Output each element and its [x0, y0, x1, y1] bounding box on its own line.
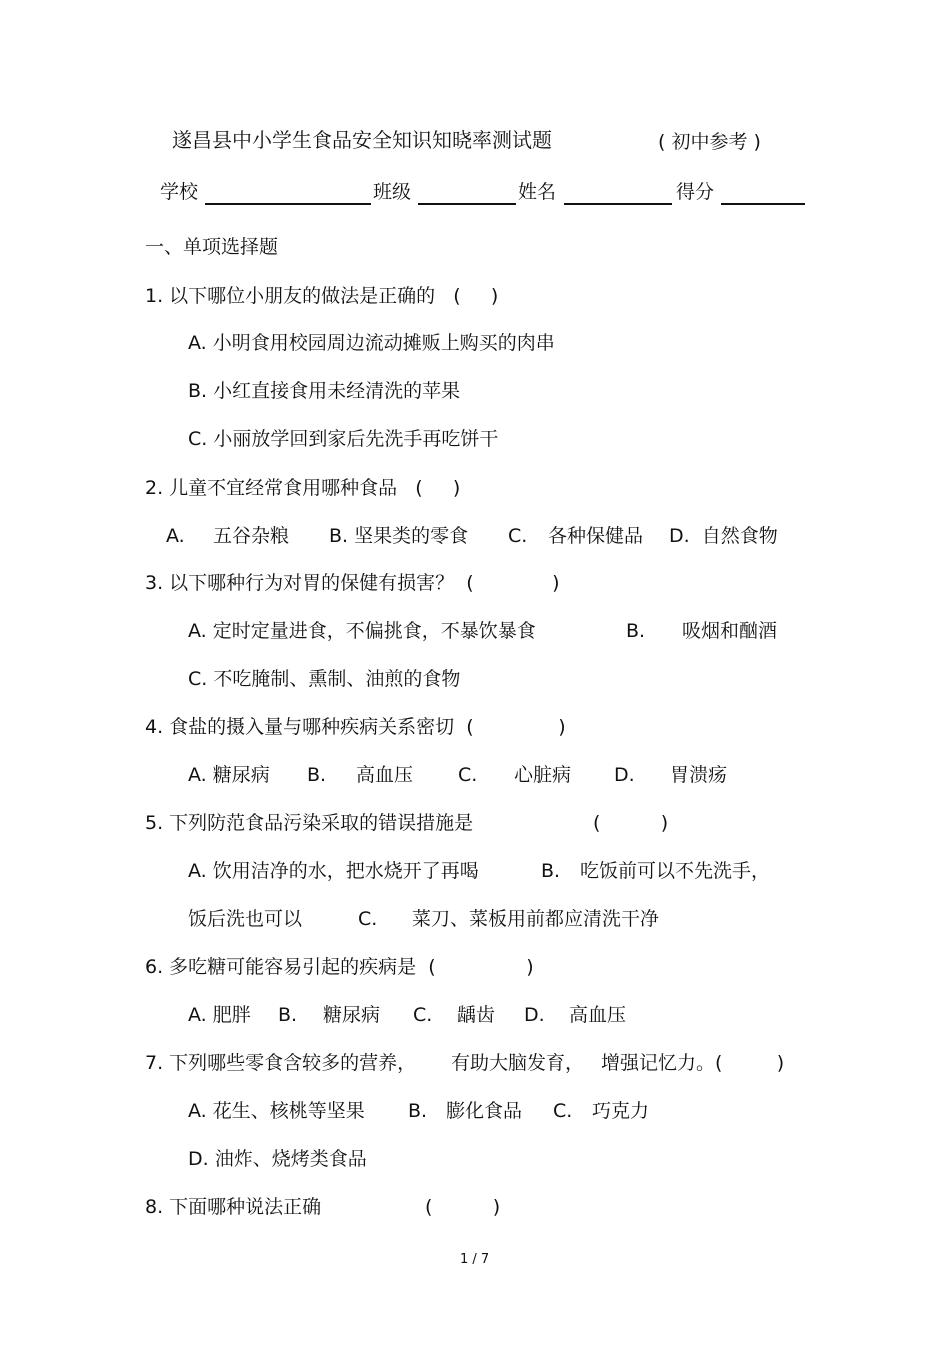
option-7a: A. 花生、核桃等坚果: [188, 1100, 365, 1122]
option-7d: D. 油炸、烧烤类食品: [188, 1148, 367, 1170]
score-blank-line: [721, 203, 805, 205]
name-blank-line: [564, 203, 672, 205]
option-2b: B. 坚果类的零食: [329, 525, 469, 547]
option-4b-letter: B.: [307, 764, 327, 786]
question-7-middle: 有助大脑发育，: [451, 1052, 585, 1074]
option-6c-text: 龋齿: [457, 1004, 496, 1026]
option-3c: C. 不吃腌制、熏制、油煎的食物: [188, 668, 461, 690]
question-1: 1. 以下哪位小朋友的做法是正确的 ( ): [145, 285, 499, 307]
option-3b-letter: B.: [626, 620, 646, 642]
option-6c-letter: C.: [413, 1004, 433, 1026]
question-3: 3. 以下哪种行为对胃的保健有损害？ ( ): [145, 572, 560, 594]
option-2a-text: 五谷杂粮: [213, 525, 290, 547]
option-1c: C. 小丽放学回到家后先洗手再吃饼干: [188, 428, 499, 450]
option-5b-continued: 饭后洗也可以: [188, 908, 303, 930]
option-4d-letter: D.: [614, 764, 635, 786]
option-7c-text: 巧克力: [592, 1100, 650, 1122]
page-number: 1 / 7: [460, 1252, 490, 1267]
question-2: 2. 儿童不宜经常食用哪种食品 ( ): [145, 477, 461, 499]
option-6b-text: 糖尿病: [323, 1004, 381, 1026]
option-6a: A. 肥胖: [188, 1004, 251, 1026]
question-4: 4. 食盐的摄入量与哪种疾病关系密切 ( ): [145, 716, 566, 738]
info-label-score: 得分: [676, 181, 715, 203]
option-6d-text: 高血压: [569, 1004, 627, 1026]
class-blank-line: [418, 203, 516, 205]
question-5: 5. 下列防范食品污染采取的错误措施是: [145, 812, 474, 834]
question-8: 8. 下面哪种说法正确: [145, 1196, 322, 1218]
option-4c-text: 心脏病: [514, 764, 572, 786]
school-blank-line: [205, 203, 371, 205]
option-5c-text: 菜刀、菜板用前都应清洗干净: [412, 908, 660, 930]
option-7c-letter: C.: [553, 1100, 573, 1122]
question-7: 7. 下列哪些零食含较多的营养，: [145, 1052, 417, 1074]
info-label-school: 学校: [160, 181, 199, 203]
option-4a: A. 糖尿病: [188, 764, 270, 786]
info-label-name: 姓名: [518, 181, 557, 203]
question-6: 6. 多吃糖可能容易引起的疾病是 ( ): [145, 956, 534, 978]
option-1b: B. 小红直接食用未经清洗的苹果: [188, 380, 461, 402]
question-5-answer-paren: ( ): [593, 812, 669, 834]
option-2c-letter: C.: [508, 525, 528, 547]
option-1a: A. 小明食用校园周边流动摊贩上购买的肉串: [188, 332, 555, 354]
option-7b-letter: B.: [408, 1100, 428, 1122]
option-4d-text: 胃溃疡: [670, 764, 728, 786]
section-title: 一、单项选择题: [145, 236, 279, 258]
option-5a: A. 饮用洁净的水，把水烧开了再喝: [188, 860, 479, 882]
option-3b-text: 吸烟和酗酒: [682, 620, 778, 642]
option-5b-text: 吃饭前可以不先洗手，: [580, 860, 771, 882]
option-6b-letter: B.: [278, 1004, 298, 1026]
option-2a-letter: A.: [166, 525, 185, 547]
option-2d: D. 自然食物: [669, 525, 778, 547]
option-4b-text: 高血压: [356, 764, 414, 786]
exam-title: 遂昌县中小学生食品安全知识知晓率测试题: [172, 128, 552, 152]
option-7b-text: 膨化食品: [446, 1100, 523, 1122]
option-5c-letter: C.: [358, 908, 378, 930]
option-3a: A. 定时定量进食，不偏挑食，不暴饮暴食: [188, 620, 536, 642]
option-2c-text: 各种保健品: [548, 525, 644, 547]
info-label-class: 班级: [373, 181, 412, 203]
exam-subtitle: ( 初中参考 ): [658, 131, 761, 153]
option-6d-letter: D.: [524, 1004, 545, 1026]
option-5b-letter: B.: [541, 860, 561, 882]
option-4c-letter: C.: [458, 764, 478, 786]
question-7-end: 增强记忆力。( ): [601, 1052, 785, 1074]
question-8-answer-paren: ( ): [425, 1196, 501, 1218]
